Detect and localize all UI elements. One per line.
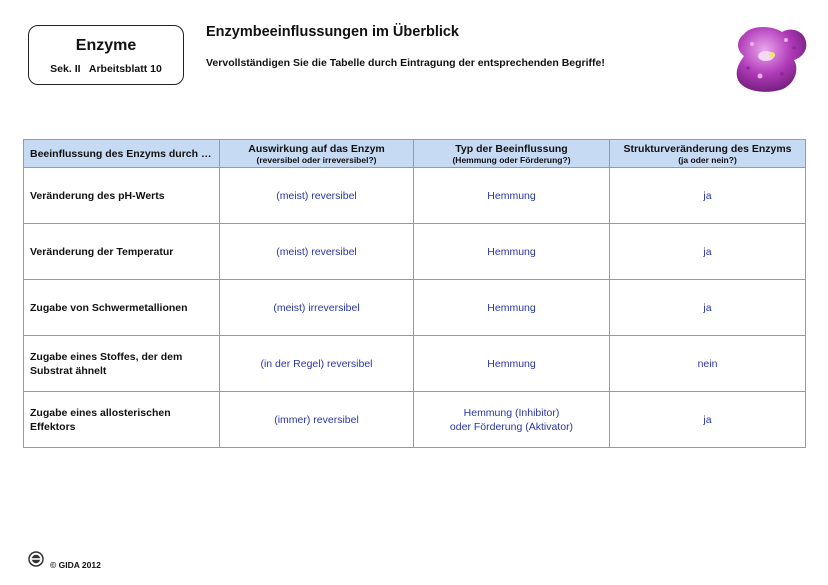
header-type-label: Typ der Beeinflussung	[455, 142, 568, 155]
effect-cell: (meist) reversibel	[220, 168, 414, 224]
enzyme-influence-table	[23, 139, 806, 448]
type-cell-line-2: oder Förderung (Aktivator)	[449, 420, 574, 433]
header-influence-label: Beeinflussung des Enzyms durch …	[30, 147, 212, 160]
structure-cell: ja	[610, 280, 806, 336]
table-header-row	[24, 140, 806, 168]
header-type-hint: (Hemmung oder Förderung?)	[452, 154, 571, 165]
worksheet-badge	[28, 25, 184, 85]
type-cell: Hemmung	[414, 280, 610, 336]
gida-logo-icon	[28, 551, 44, 567]
header-structure-label: Strukturveränderung des Enzyms	[623, 142, 792, 155]
badge-subtitle: Sek. II Arbeitsblatt 10	[50, 63, 162, 75]
structure-cell: nein	[610, 336, 806, 392]
footer	[28, 548, 101, 570]
row-label: Zugabe eines allosterischen Effektors	[24, 392, 220, 448]
enzyme-molecule-icon	[730, 22, 810, 94]
header-structure-hint: (ja oder nein?)	[678, 154, 737, 165]
type-cell	[414, 392, 610, 448]
type-cell: Hemmung	[414, 224, 610, 280]
header-type	[414, 140, 610, 168]
page-title: Enzymbeeinflussungen im Überblick	[206, 24, 459, 40]
row-label: Veränderung der Temperatur	[24, 224, 220, 280]
copyright-text: © GIDA 2012	[50, 560, 101, 570]
row-label: Zugabe eines Stoffes, der dem Substrat ähnelt	[24, 336, 220, 392]
effect-cell: (meist) reversibel	[220, 224, 414, 280]
instruction-text: Vervollständigen Sie die Tabelle durch Eintragung der entsprechenden Begriffe!	[206, 57, 605, 69]
header-structure	[610, 140, 806, 168]
type-cell: Hemmung	[414, 168, 610, 224]
effect-cell: (immer) reversibel	[220, 392, 414, 448]
structure-cell: ja	[610, 392, 806, 448]
header-effect	[220, 140, 414, 168]
effect-cell: (meist) irreversibel	[220, 280, 414, 336]
header-influence	[24, 140, 220, 168]
table-row	[24, 336, 806, 392]
structure-cell: ja	[610, 224, 806, 280]
header-effect-hint: (reversibel oder irreversibel?)	[256, 154, 377, 165]
table-row	[24, 168, 806, 224]
structure-cell: ja	[610, 168, 806, 224]
type-cell-line-1: Hemmung (Inhibitor)	[463, 406, 560, 419]
table-row	[24, 224, 806, 280]
row-label: Veränderung des pH-Werts	[24, 168, 220, 224]
header-effect-label: Auswirkung auf das Enzym	[248, 142, 385, 155]
table-row	[24, 280, 806, 336]
effect-cell: (in der Regel) reversibel	[220, 336, 414, 392]
type-cell: Hemmung	[414, 336, 610, 392]
badge-title: Enzyme	[75, 37, 137, 54]
table-row	[24, 392, 806, 448]
row-label: Zugabe von Schwermetallionen	[24, 280, 220, 336]
